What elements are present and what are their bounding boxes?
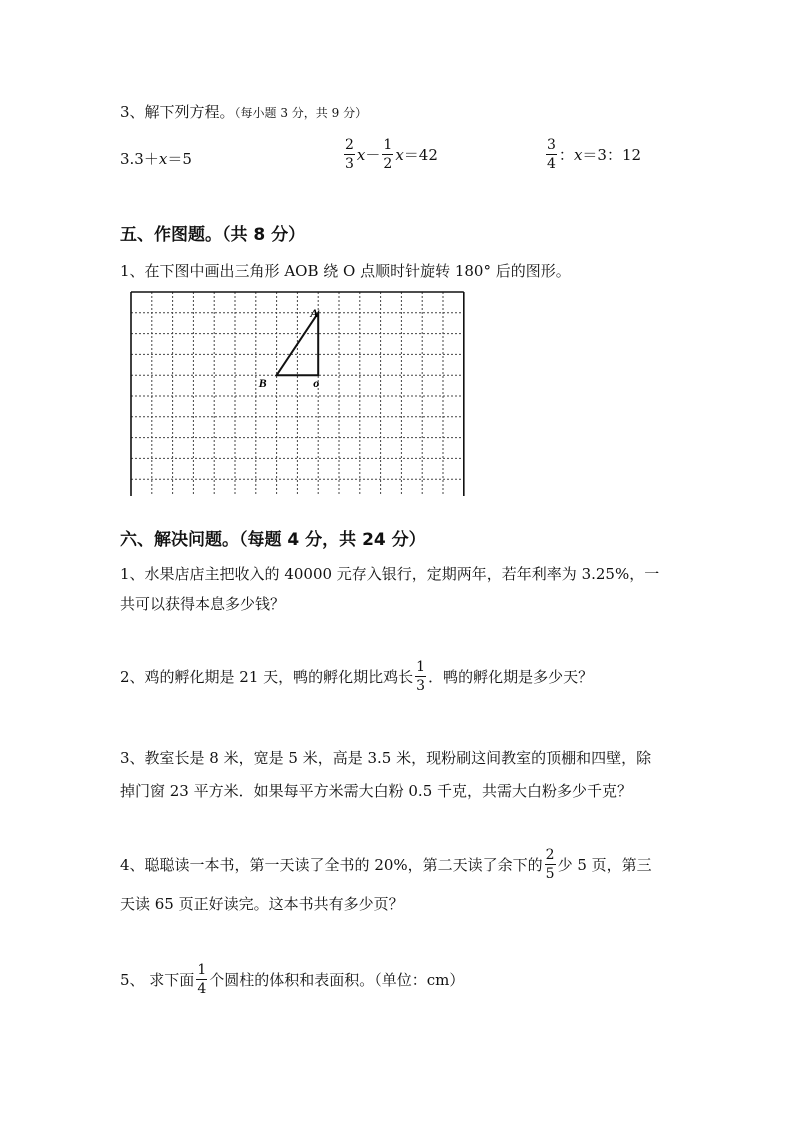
problem-2-fraction	[415, 660, 426, 693]
problem-2-text-before: 2、鸡的孵化期是 21 天，鸭的孵化期比鸡长	[120, 668, 414, 686]
eq2-f1-den: 3	[345, 156, 354, 172]
vertex-label-b: B	[258, 376, 267, 391]
problem-5	[120, 963, 464, 996]
eq2-right: ＝42	[403, 146, 438, 164]
eq3-fraction	[546, 138, 557, 171]
equation-3	[544, 138, 641, 171]
eq3-f-den: 4	[547, 156, 556, 172]
eq2-f2-den: 2	[383, 156, 393, 172]
problem-4-frac-den: 5	[545, 866, 555, 882]
problem-2-frac-den: 3	[416, 678, 426, 694]
problem-5-fraction	[196, 963, 207, 996]
equation-2	[342, 138, 438, 171]
problem-1-line-2: 共可以获得本息多少钱？	[120, 595, 286, 613]
eq3-colon: ：	[558, 146, 574, 164]
problem-5-text-after: 个圆柱的体积和表面积。（单位：cm）	[209, 971, 465, 989]
eq2-fraction-1	[344, 138, 355, 171]
problem-4-text-after: 少 5 页，第三	[557, 856, 652, 874]
problem-4-line-1	[120, 848, 652, 881]
eq3-var: x	[573, 145, 583, 164]
problem-2	[120, 660, 593, 693]
problem-4-frac-num: 2	[545, 847, 555, 863]
grid-lines	[131, 292, 464, 496]
section5-question-1: 1、在下图中画出三角形 AOB 绕 O 点顺时针旋转 180° 后的图形。	[120, 262, 571, 280]
problem-1-line-1: 1、水果店店主把收入的 40000 元存入银行，定期两年，若年利率为 3.25%，一	[120, 565, 660, 583]
problem-4-fraction	[545, 848, 556, 881]
vertex-label-o: o	[313, 376, 320, 391]
problem-4-line-2: 天读 65 页正好读完。这本书共有多少页？	[120, 895, 404, 913]
eq2-fraction-2	[382, 138, 393, 171]
problem-3-line-1: 3、教室长是 8 米，宽是 5 米，高是 3.5 米，现粉刷这间教室的顶棚和四壁，除	[120, 749, 652, 767]
rotation-grid-figure	[128, 290, 468, 496]
section3-title-line	[120, 101, 367, 122]
problem-5-text-before: 5、 求下面	[120, 971, 195, 989]
eq2-f1-num: 2	[345, 137, 354, 153]
section3-title: 3、解下列方程。	[120, 103, 235, 121]
problem-5-frac-num: 1	[197, 962, 207, 978]
eq1-var: x	[158, 149, 168, 168]
eq1-left: 3.3＋	[120, 150, 159, 168]
vertex-label-a: A	[310, 305, 319, 320]
problem-2-frac-num: 1	[416, 659, 426, 675]
problem-2-text-after: ．鸭的孵化期是多少天？	[428, 668, 594, 686]
eq1-right: ＝5	[167, 150, 192, 168]
eq3-f-num: 3	[547, 137, 556, 153]
eq3-right: ＝3：12	[582, 146, 642, 164]
section6-heading: 六、解决问题。（每题 4 分，共 24 分）	[120, 530, 426, 550]
section3-note: （每小题 3 分，共 9 分）	[234, 106, 368, 120]
problem-5-frac-den: 4	[197, 981, 207, 997]
eq2-var: x	[356, 145, 366, 164]
problem-4-text-before: 4、聪聪读一本书，第一天读了全书的 20%，第二天读了余下的	[120, 856, 543, 874]
section5-heading: 五、作图题。（共 8 分）	[120, 225, 306, 245]
problem-3-line-2: 掉门窗 23 平方米．如果每平方米需大白粉 0.5 千克，共需大白粉多少千克？	[120, 782, 633, 800]
equation-1	[120, 148, 192, 169]
eq2-minus: －	[365, 146, 381, 164]
eq2-f2-num: 1	[383, 137, 393, 153]
eq2-var2: x	[395, 145, 404, 164]
